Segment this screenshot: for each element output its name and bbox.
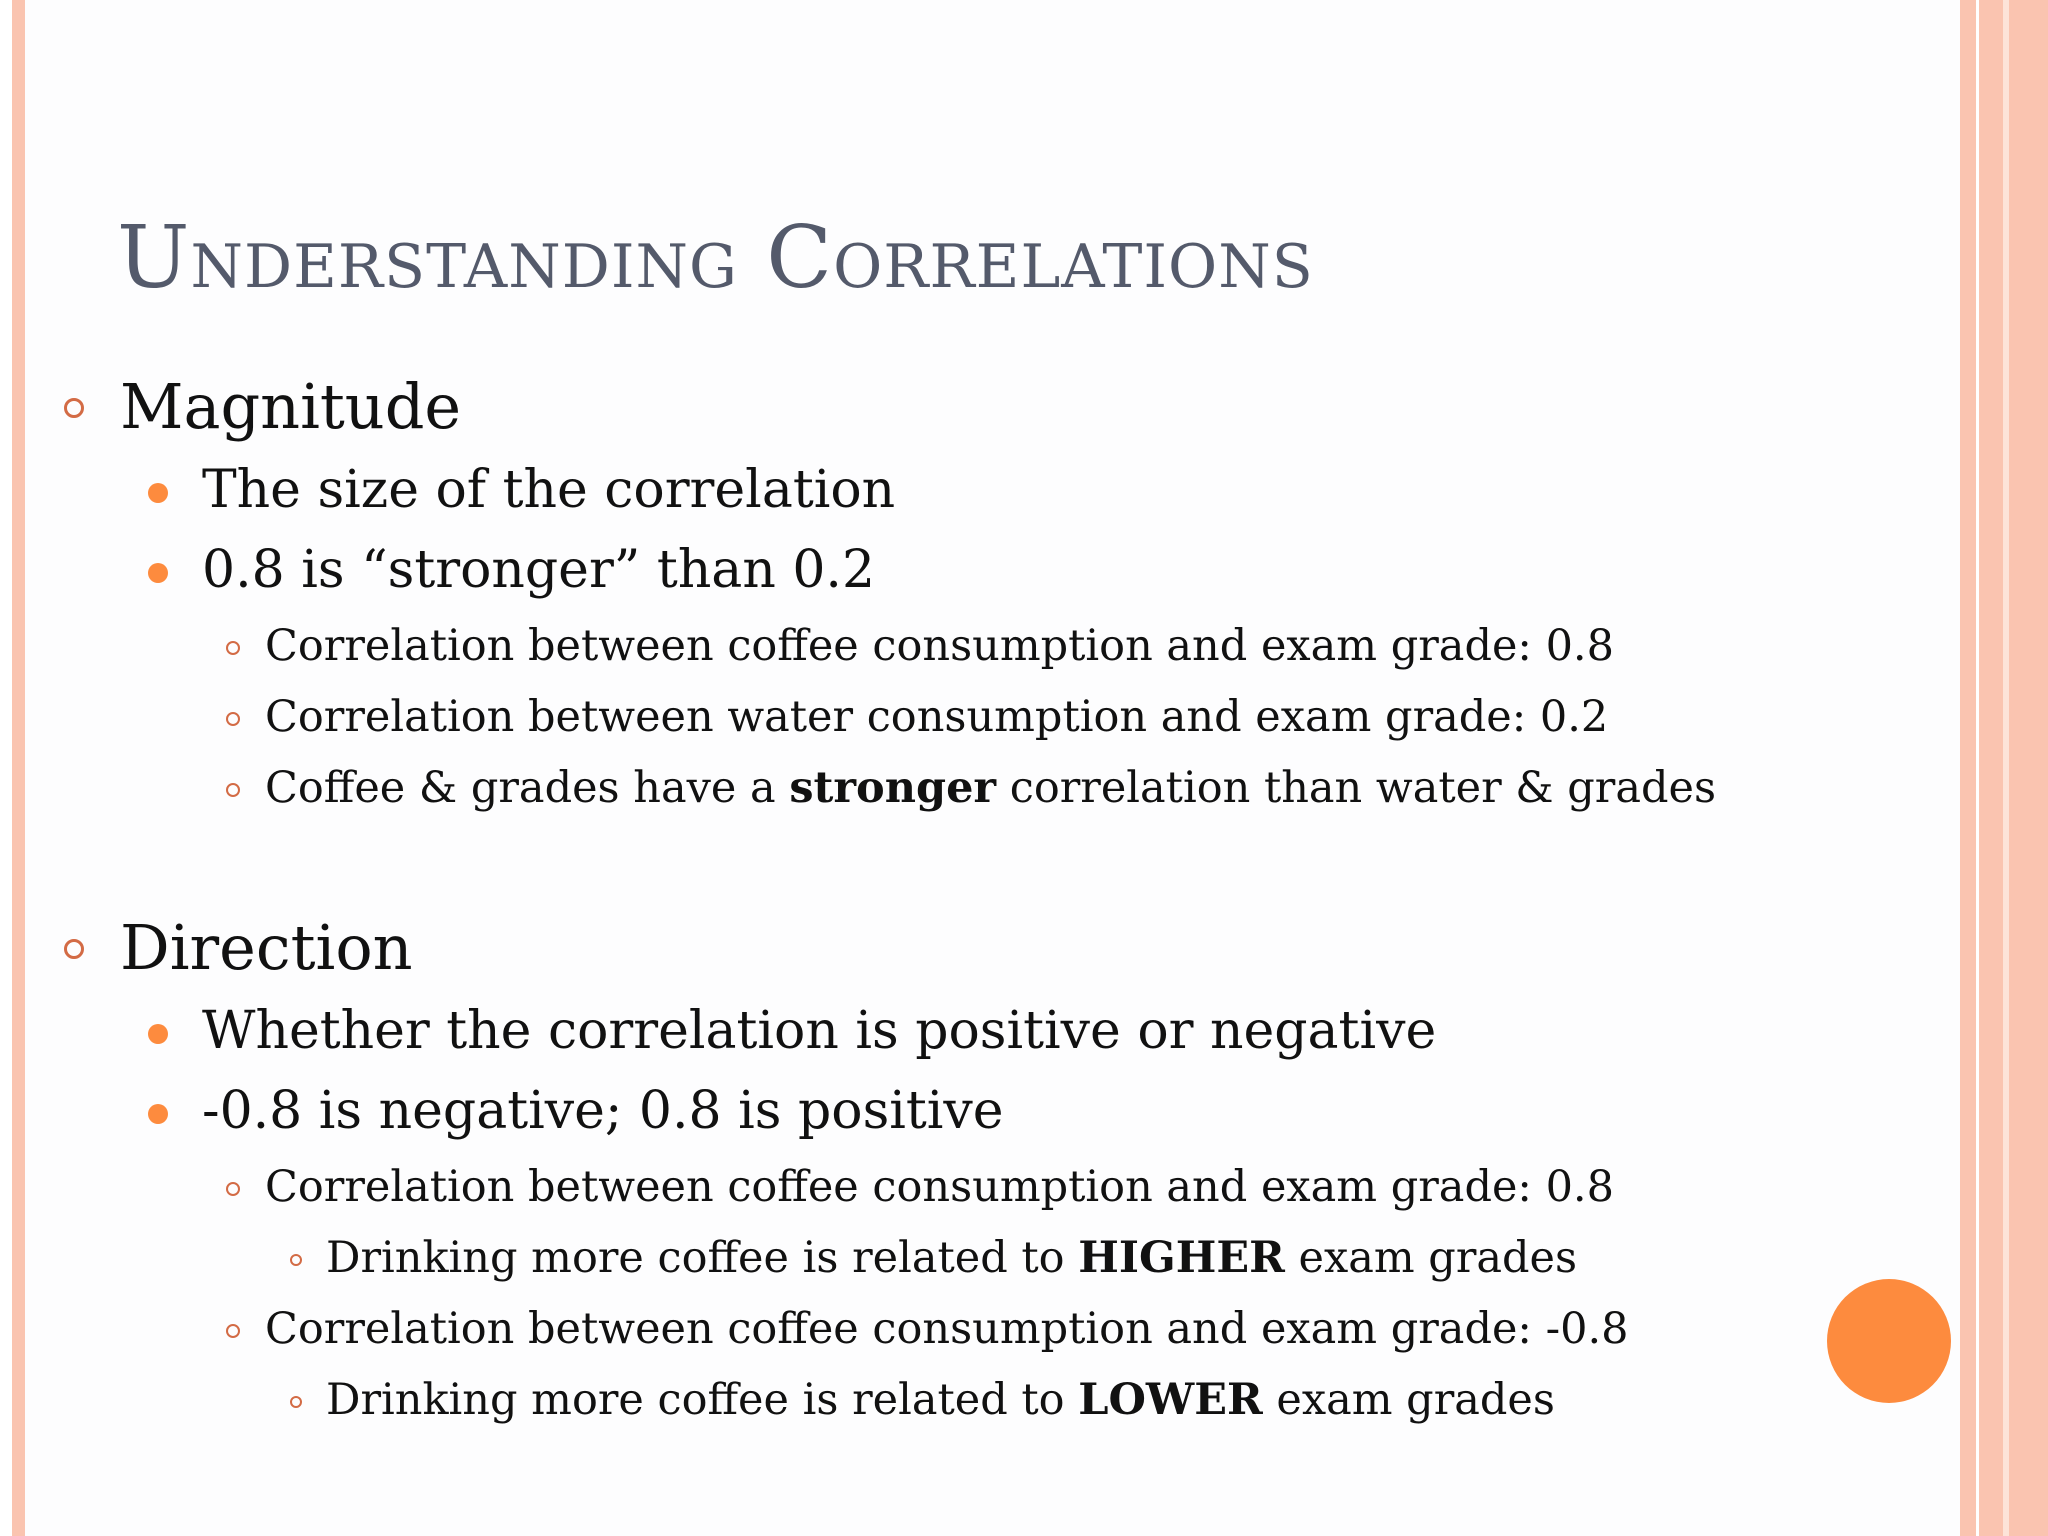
filled-circle-bullet-icon <box>148 563 168 583</box>
right-border-stripe-6 <box>2031 0 2048 1536</box>
left-border-band <box>0 0 12 1536</box>
sub-point-negative-correlation: Correlation between coffee consumption and exam grade: -0.8 <box>265 1304 1629 1354</box>
sub-point-comparison: Coffee & grades have a stronger correlation than water & grades <box>265 763 1717 813</box>
tiny-circle-bullet-icon <box>290 1254 302 1266</box>
point-direction-sign: Whether the correlation is positive or negative <box>202 1001 1437 1061</box>
filled-circle-bullet-icon <box>148 1024 168 1044</box>
tiny-circle-bullet-icon <box>290 1396 302 1408</box>
section-heading-magnitude: Magnitude <box>120 370 462 443</box>
sub-point-positive-correlation: Correlation between coffee consumption and exam grade: 0.8 <box>265 1162 1614 1212</box>
left-border-stripe <box>12 0 25 1536</box>
right-border-stripe-1 <box>1960 0 1976 1536</box>
sub-point-water-correlation: Correlation between water consumption and exam grade: 0.2 <box>265 692 1609 742</box>
right-border-stripe-3 <box>1979 0 2003 1536</box>
small-circle-bullet-icon <box>226 1324 240 1338</box>
filled-circle-bullet-icon <box>148 1104 168 1124</box>
small-circle-bullet-icon <box>226 641 240 655</box>
right-border-stripe-5 <box>2009 0 2031 1536</box>
section-heading-direction: Direction <box>120 911 413 984</box>
sub-sub-point-higher: Drinking more coffee is related to HIGHER exam grades <box>326 1233 1578 1283</box>
point-magnitude-size: The size of the correlation <box>202 460 896 520</box>
sub-sub-point-lower: Drinking more coffee is related to LOWER exam grades <box>326 1375 1555 1425</box>
accent-circle <box>1827 1279 1951 1403</box>
small-circle-bullet-icon <box>226 1182 240 1196</box>
small-circle-bullet-icon <box>226 783 240 797</box>
slide-title: Understanding Correlations <box>117 208 1314 308</box>
hollow-circle-bullet-icon <box>64 398 84 418</box>
sub-point-coffee-correlation: Correlation between coffee consumption and exam grade: 0.8 <box>265 621 1614 671</box>
point-direction-example: -0.8 is negative; 0.8 is positive <box>202 1081 1004 1141</box>
small-circle-bullet-icon <box>226 712 240 726</box>
point-magnitude-stronger: 0.8 is “stronger” than 0.2 <box>202 540 876 600</box>
hollow-circle-bullet-icon <box>64 939 84 959</box>
filled-circle-bullet-icon <box>148 483 168 503</box>
